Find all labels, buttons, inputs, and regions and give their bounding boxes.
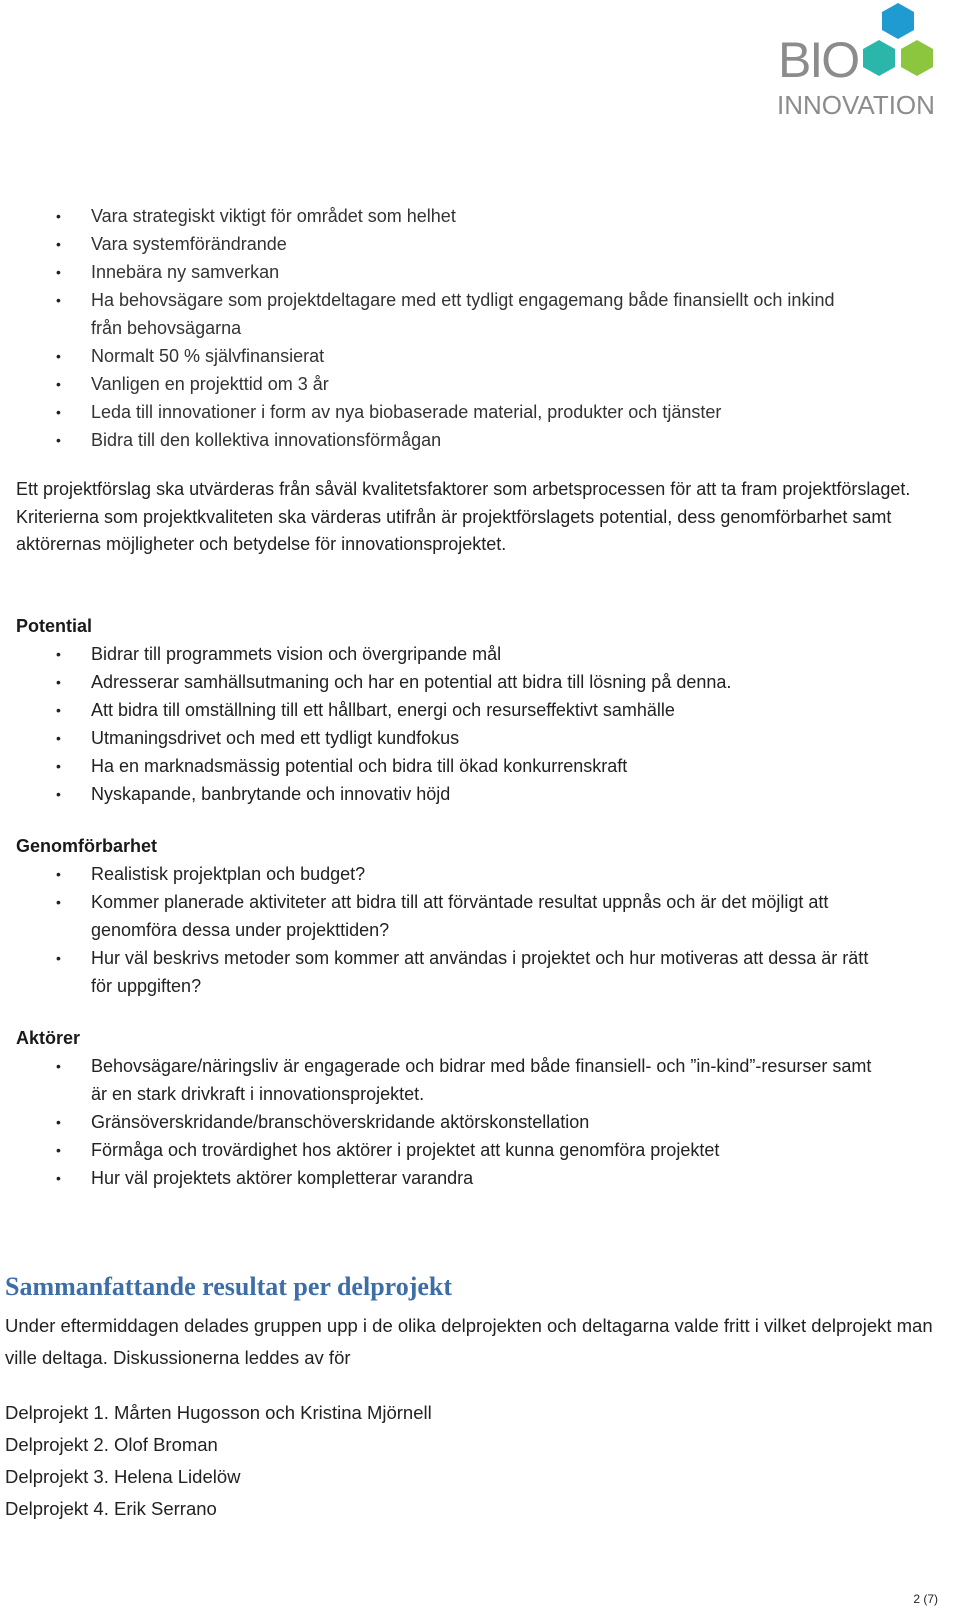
evaluation-paragraph: Ett projektförslag ska utvärderas från såväl kvalitetsfaktorer som arbetsprocessen för att ta fram projektförslaget. Kriterierna som projektkvaliteten ska värderas utifrån är projektförslagets potential, dess genomförbarhet samt aktörernas möjligheter och betydelse för innovationsprojektet. (16, 479, 911, 554)
list-item: • Hur väl beskrivs metoder som kommer att användas i projektet och hur motiveras att dessa är rätt för uppgiften? (0, 944, 960, 1000)
list-item: • Ha behovsägare som projektdeltagare med ett tydligt engagemang både finansiellt och inkind från behovsägarna (0, 286, 960, 342)
potential-list (0, 640, 960, 808)
list-item: • Normalt 50 % självfinansierat (0, 342, 960, 370)
list-item: • Innebära ny samverkan (0, 258, 960, 286)
delprojekt-line: Delprojekt 2. Olof Broman (5, 1434, 218, 1455)
list-item: • Bidrar till programmets vision och övergripande mål (0, 640, 960, 668)
list-item: • Kommer planerade aktiviteter att bidra till att förväntade resultat uppnås och är det möjligt att genomföra dessa under projekttiden? (0, 888, 960, 944)
list-item: • Vara systemförändrande (0, 230, 960, 258)
intro-bullet-list (0, 202, 960, 454)
genomforbarhet-list (0, 860, 960, 1000)
list-item: • Gränsöverskridande/branschöverskridande aktörskonstellation (0, 1108, 960, 1136)
list-item: • Behovsägare/näringsliv är engagerade och bidrar med både finansiell- och ”in-kind”-resurser samt är en stark drivkraft i innovationsprojektet. (0, 1052, 960, 1108)
list-item: • Ha en marknadsmässig potential och bidra till ökad konkurrenskraft (0, 752, 960, 780)
aktorer-heading: Aktörer (16, 1028, 81, 1048)
list-item: • Adresserar samhällsutmaning och har en potential att bidra till lösning på denna. (0, 668, 960, 696)
list-item: • Hur väl projektets aktörer kompletterar varandra (0, 1164, 960, 1192)
summary-paragraph: Under eftermiddagen delades gruppen upp i de olika delprojekten och deltagarna valde fritt i vilket delprojekt man ville deltaga. Diskussionerna leddes av för (5, 1315, 933, 1368)
list-item: • Vara strategiskt viktigt för området som helhet (0, 202, 960, 230)
aktorer-list (0, 1052, 960, 1192)
delprojekt-line: Delprojekt 1. Mårten Hugosson och Kristina Mjörnell (5, 1402, 432, 1423)
list-item: • Förmåga och trovärdighet hos aktörer i projektet att kunna genomföra projektet (0, 1136, 960, 1164)
list-item: • Utmaningsdrivet och med ett tydligt kundfokus (0, 724, 960, 752)
bio-innovation-logo (770, 0, 960, 130)
genomforbarhet-heading: Genomförbarhet (16, 836, 158, 856)
list-item: • Realistisk projektplan och budget? (0, 860, 960, 888)
delprojekt-line: Delprojekt 4. Erik Serrano (5, 1498, 217, 1519)
list-item: • Att bidra till omställning till ett hållbart, energi och resurseffektivt samhälle (0, 696, 960, 724)
list-item: • Nyskapande, banbrytande och innovativ höjd (0, 780, 960, 808)
potential-heading: Potential (16, 616, 93, 636)
logo-text-innovation: INNOVATION (777, 90, 935, 120)
delprojekt-line: Delprojekt 3. Helena Lidelöw (5, 1466, 241, 1487)
logo-text-bio: BIO (778, 32, 859, 88)
list-item: • Bidra till den kollektiva innovationsförmågan (0, 426, 960, 454)
section-title: Sammanfattande resultat per delprojekt (5, 1272, 453, 1301)
list-item: • Leda till innovationer i form av nya biobaserade material, produkter och tjänster (0, 398, 960, 426)
list-item: • Vanligen en projekttid om 3 år (0, 370, 960, 398)
hexagon-logo-icon (850, 0, 960, 95)
page-number: 2 (7) (913, 1592, 938, 1606)
